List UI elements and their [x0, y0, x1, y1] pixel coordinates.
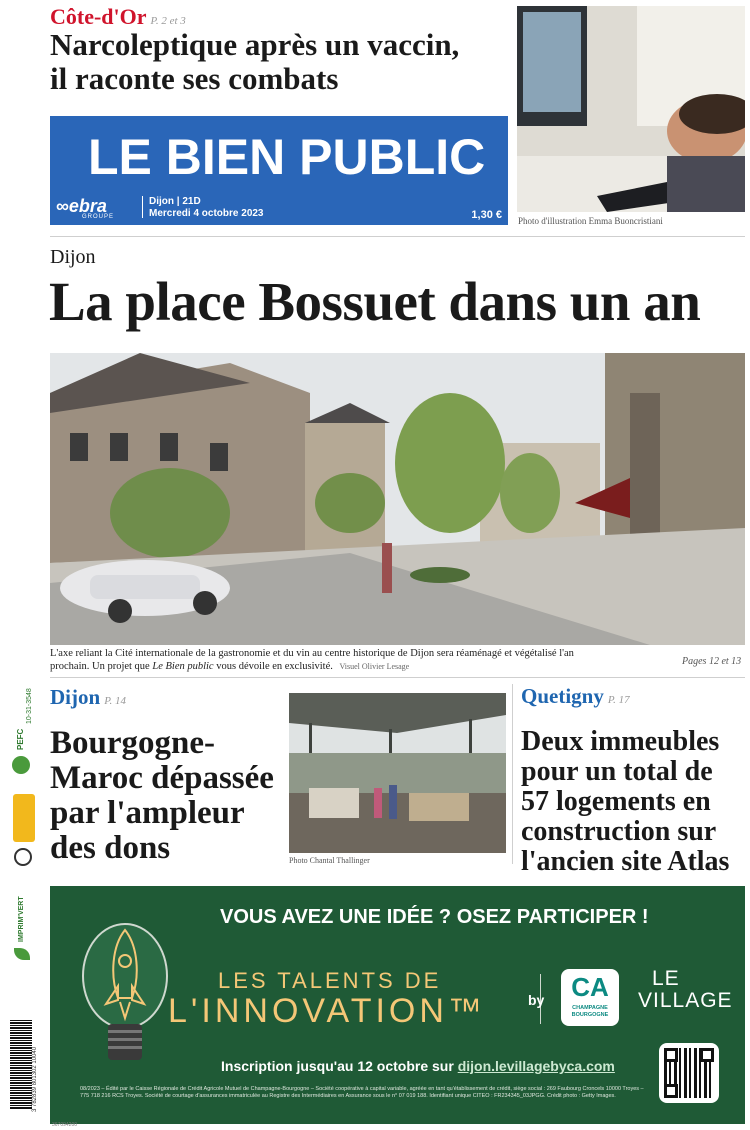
le-village-logo[interactable]: [638, 968, 733, 1012]
pefc-label: PEFC: [16, 728, 25, 750]
lead-photo-credit: Visuel Olivier Lesage: [339, 662, 410, 671]
right-story-line1: Deux immeubles: [521, 726, 720, 757]
lead-caption-line2a: prochain. Un projet que: [50, 661, 153, 672]
margin-strip: [8, 680, 40, 1120]
right-story-kicker: Quetigny: [521, 684, 604, 708]
credit-agricole-mark: CA: [571, 972, 609, 1002]
mid-rule: [50, 677, 745, 678]
teaser-headline[interactable]: [50, 28, 510, 96]
ebra-logo: [56, 196, 114, 220]
lead-caption-paper-name: Le Bien public: [152, 661, 214, 672]
barcode: [10, 1020, 32, 1110]
teaser-headline-line2: il raconte ses combats: [50, 61, 339, 96]
ad-legal: 08/2023 – Édité par le Caisse Régionale de Crédit Agricole Mutuel de Champagne-Bourgogne – Société coopérative à capital variable, agréée en tant qu'établissement de crédit, siège social : 269 Faubourg Croncels 10000 Troyes – 775 718 216 RCS Troyes. Société de courtage d'assurances immatriculée au Registre des Intermédiaires en Assurance sous le n° 07 019 188. Identifiant unique CITEO : FR234345_03JPGG. Crédit photo : Getty Images.: [80, 1086, 644, 1099]
masthead-date: Mercredi 4 octobre 2023: [149, 208, 264, 219]
lead-caption-line2: [50, 660, 650, 673]
ad-banner[interactable]: [50, 886, 745, 1124]
credit-agricole-logo[interactable]: [561, 969, 619, 1026]
ad-inscription-link[interactable]: dijon.levillagebyca.com: [457, 1058, 615, 1074]
left-story-headline[interactable]: [50, 726, 285, 866]
left-story-line2: Maroc dépassée: [50, 760, 274, 796]
left-story-line4: des dons: [50, 830, 171, 866]
masthead-edition: Dijon | 21D: [149, 196, 201, 207]
ebra-logo-text: ebra: [68, 196, 107, 216]
right-story-headline[interactable]: [521, 727, 746, 877]
ad-title-line1: LES TALENTS DE: [218, 968, 442, 993]
ad-inscription-text: Inscription jusqu'au 12 octobre sur: [221, 1058, 458, 1074]
right-story-kicker-row: [521, 684, 630, 709]
small-code: 367094200: [52, 1122, 78, 1128]
qr-code-pattern: [664, 1048, 714, 1098]
left-story-photo-illustration: [289, 693, 506, 853]
left-story-line1: Bourgogne-: [50, 725, 215, 761]
lead-caption-line2c: vous dévoile en exclusivité.: [213, 661, 333, 672]
teaser-kicker: Côte-d'Or: [50, 4, 147, 29]
ad-title-line2: L'INNOVATION™: [168, 992, 486, 1030]
pefc-code: 10-31-3548: [26, 688, 33, 724]
right-story-line5: l'ancien site Atlas: [521, 846, 730, 877]
ebra-logo-icon: ∞: [56, 196, 69, 216]
masthead-info: [149, 196, 264, 220]
left-story-kicker: Dijon: [50, 685, 101, 709]
ad-by: by: [528, 992, 545, 1008]
right-story-line3: 57 logements en: [521, 786, 711, 817]
lead-pages-ref: Pages 12 et 13: [682, 656, 742, 667]
column-divider: [512, 684, 513, 864]
teaser-pageref: P. 2 et 3: [150, 15, 186, 27]
lead-headline[interactable]: La place Bossuet dans un an: [49, 271, 701, 332]
le-village-line2: VILLAGE: [638, 989, 733, 1012]
pefc-icon: [12, 756, 30, 774]
le-village-line1: LE: [652, 967, 680, 990]
masthead-title: LE BIEN PUBLIC: [88, 129, 486, 185]
leaf-icon: [14, 948, 30, 960]
lead-caption-line1: L'axe reliant la Cité internationale de la gastronomie et du vin au centre historique de Dijon sera réaménagé et végétalisé l'an: [50, 648, 574, 659]
right-story-line4: construction sur: [521, 816, 717, 847]
ad-headline: VOUS AVEZ UNE IDÉE ? OSEZ PARTICIPER !: [220, 906, 649, 928]
lead-section: Dijon: [50, 246, 96, 268]
right-story-pageref: P. 17: [607, 694, 630, 706]
imprimvert-label: IMPRIM'VERT: [18, 896, 25, 942]
top-rule: [50, 236, 745, 237]
left-story-line3: par l'ampleur: [50, 795, 245, 831]
left-story-pageref: P. 14: [104, 695, 126, 707]
qr-code[interactable]: [659, 1043, 719, 1103]
teaser-photo[interactable]: [517, 6, 745, 212]
triman-icon: [14, 848, 32, 866]
teaser-headline-line1: Narcoleptique après un vaccin,: [50, 27, 460, 62]
masthead-separator: [142, 196, 143, 218]
left-story-photo[interactable]: [289, 693, 506, 853]
ad-inscription: [221, 1058, 615, 1074]
left-story-kicker-row: [50, 685, 126, 710]
lead-photo-illustration: [50, 353, 745, 645]
left-story-photo-caption: Photo Chantal Thallinger: [289, 856, 370, 865]
recycle-badge-icon: [13, 794, 35, 842]
masthead-price: 1,30 €: [471, 209, 502, 221]
ebra-logo-sub: GROUPE: [82, 214, 115, 220]
lead-caption: [50, 647, 650, 673]
teaser-photo-illustration: [517, 6, 745, 212]
credit-agricole-sub2: BOURGOGNE: [571, 1012, 609, 1018]
teaser-photo-caption: Photo d'illustration Emma Buoncristiani: [518, 216, 663, 226]
credit-agricole-sub1: CHAMPAGNE: [572, 1005, 608, 1011]
lead-photo[interactable]: [50, 353, 745, 645]
barcode-number: 3 782839 801302 10040: [32, 1046, 38, 1112]
lightbulb-rocket-icon: [80, 906, 170, 1076]
masthead: [50, 116, 508, 225]
right-story-line2: pour un total de: [521, 756, 713, 787]
